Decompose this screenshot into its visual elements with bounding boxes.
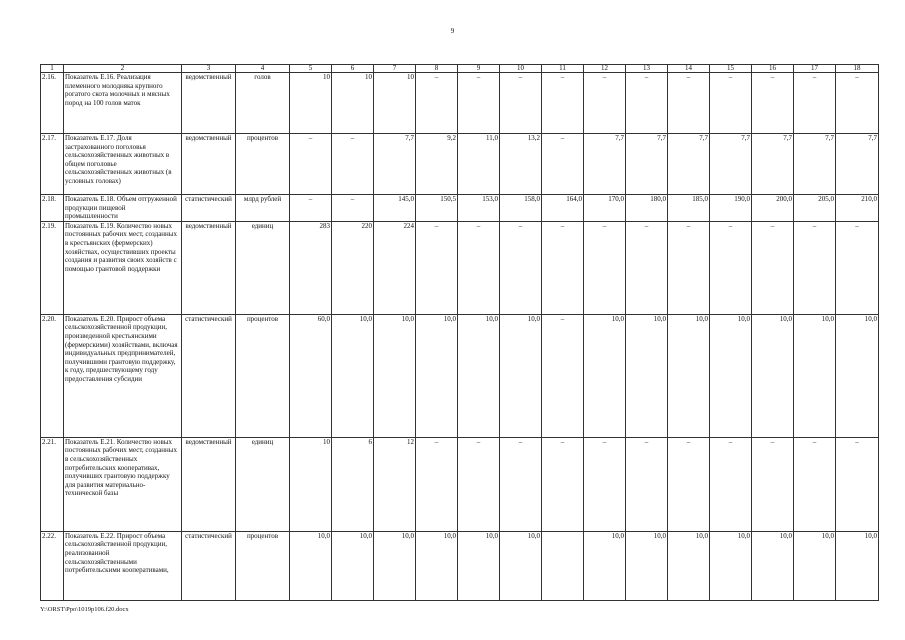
value-cell: 10,0 (374, 314, 416, 437)
value-cell (542, 531, 584, 600)
value-cell: – (542, 221, 584, 314)
column-number-cell: 6 (332, 65, 374, 73)
value-cell: 7,7 (668, 134, 710, 195)
row-number: 2.17. (41, 134, 64, 195)
value-cell: – (752, 73, 794, 134)
value-cell: – (500, 73, 542, 134)
data-source: статистический (182, 314, 236, 437)
column-number-cell: 1 (41, 65, 64, 73)
value-cell: 185,0 (668, 195, 710, 222)
value-cell: 283 (290, 221, 332, 314)
value-cell: 10,0 (416, 531, 458, 600)
value-cell: – (458, 221, 500, 314)
value-cell: – (794, 221, 836, 314)
column-number-cell: 15 (710, 65, 752, 73)
value-cell: 10,0 (584, 314, 626, 437)
row-number: 2.20. (41, 314, 64, 437)
value-cell: 10,0 (710, 531, 752, 600)
value-cell: 10,0 (458, 531, 500, 600)
value-cell: 13,2 (500, 134, 542, 195)
value-cell: – (416, 73, 458, 134)
value-cell: 7,7 (794, 134, 836, 195)
column-number-cell: 2 (64, 65, 182, 73)
column-number-cell: 10 (500, 65, 542, 73)
value-cell: – (458, 73, 500, 134)
page-number: 9 (450, 27, 455, 35)
table-row (41, 221, 879, 314)
table-row (41, 314, 879, 437)
row-number: 2.22. (41, 531, 64, 600)
row-number: 2.18. (41, 195, 64, 222)
data-source: статистический (182, 531, 236, 600)
value-cell: 164,0 (542, 195, 584, 222)
value-cell: 10,0 (794, 531, 836, 600)
column-number-cell: 13 (626, 65, 668, 73)
data-source: статистический (182, 195, 236, 222)
value-cell: – (500, 437, 542, 531)
value-cell: – (542, 134, 584, 195)
column-number-cell: 4 (236, 65, 290, 73)
value-cell: – (332, 195, 374, 222)
value-cell: – (584, 221, 626, 314)
value-cell: – (458, 437, 500, 531)
value-cell: – (416, 437, 458, 531)
indicator-name: Показатель Е.22. Прирост объема сельскохозяйственной продукции, реализованной сельскохозяйственными потребительскими кооперативами, (64, 531, 182, 600)
value-cell: 11,0 (458, 134, 500, 195)
value-cell: 10,0 (626, 531, 668, 600)
indicator-name: Показатель Е.16. Реализация племенного молодняка крупного рогатого скота молочных и мясных пород на 100 голов маток (64, 73, 182, 134)
value-cell: 145,0 (374, 195, 416, 222)
value-cell: 10,0 (500, 314, 542, 437)
value-cell: 7,7 (626, 134, 668, 195)
value-cell: 7,7 (584, 134, 626, 195)
value-cell: – (836, 437, 879, 531)
indicators-table (40, 64, 879, 601)
unit-of-measure: млрд рублей (236, 195, 290, 222)
value-cell: 180,0 (626, 195, 668, 222)
data-source: ведомственный (182, 134, 236, 195)
value-cell: 205,0 (794, 195, 836, 222)
indicator-name: Показатель Е.20. Прирост объема сельскохозяйственной продукции, произведенной крестьянскими (фермерскими) хозяйствами, включая индивидуальных предпринимателей, получившими грантовую поддержку, к году, предшествующему году предоставления субсидии (64, 314, 182, 437)
unit-of-measure: процентов (236, 531, 290, 600)
column-number-cell: 7 (374, 65, 416, 73)
value-cell: 10 (290, 437, 332, 531)
value-cell: – (836, 221, 879, 314)
value-cell: 200,0 (752, 195, 794, 222)
table-row (41, 73, 879, 134)
value-cell: 10,0 (794, 314, 836, 437)
value-cell: 60,0 (290, 314, 332, 437)
value-cell: – (542, 73, 584, 134)
value-cell: – (626, 73, 668, 134)
column-number-cell: 18 (836, 65, 879, 73)
column-number-cell: 5 (290, 65, 332, 73)
column-number-cell: 3 (182, 65, 236, 73)
value-cell: – (668, 221, 710, 314)
data-source: ведомственный (182, 73, 236, 134)
value-cell: 10,0 (500, 531, 542, 600)
value-cell: – (836, 73, 879, 134)
value-cell: 7,7 (374, 134, 416, 195)
value-cell: 10,0 (668, 314, 710, 437)
data-source: ведомственный (182, 221, 236, 314)
indicator-name: Показатель Е.17. Доля застрахованного поголовья сельскохозяйственных животных в общем поголовье сельскохозяйственных животных (в условных головах) (64, 134, 182, 195)
value-cell: 10,0 (710, 314, 752, 437)
value-cell: 224 (374, 221, 416, 314)
value-cell: 6 (332, 437, 374, 531)
value-cell: 7,7 (710, 134, 752, 195)
value-cell: 10 (290, 73, 332, 134)
value-cell: 10,0 (668, 531, 710, 600)
data-source: ведомственный (182, 437, 236, 531)
value-cell: – (290, 134, 332, 195)
value-cell: – (710, 437, 752, 531)
column-number-cell: 14 (668, 65, 710, 73)
indicator-name: Показатель Е.21. Количество новых постоянных рабочих мест, созданных в сельскохозяйственных потребительских кооперативах, получивших грантовую поддержку для развития материально-технической базы (64, 437, 182, 531)
value-cell: 190,0 (710, 195, 752, 222)
column-number-cell: 11 (542, 65, 584, 73)
column-number-row (41, 65, 879, 73)
column-number-cell: 12 (584, 65, 626, 73)
table-row (41, 134, 879, 195)
value-cell: – (626, 437, 668, 531)
file-path-footer: Y:\ORST\Ppo\1019p106.f20.docx (40, 606, 129, 613)
unit-of-measure: голов (236, 73, 290, 134)
value-cell: 10,0 (290, 531, 332, 600)
table-row (41, 195, 879, 222)
value-cell: – (794, 437, 836, 531)
column-number-cell: 17 (794, 65, 836, 73)
table-row (41, 437, 879, 531)
value-cell: – (290, 195, 332, 222)
unit-of-measure: единиц (236, 437, 290, 531)
value-cell: 10,0 (836, 531, 879, 600)
value-cell: – (752, 437, 794, 531)
value-cell: – (500, 221, 542, 314)
value-cell: – (542, 314, 584, 437)
value-cell: – (584, 73, 626, 134)
value-cell: – (332, 134, 374, 195)
indicator-name: Показатель Е.19. Количество новых постоянных рабочих мест, созданных в крестьянских (фермерских) хозяйствах, осуществивших проекты создания и развития своих хозяйств с помощью грантовой поддержки (64, 221, 182, 314)
row-number: 2.16. (41, 73, 64, 134)
value-cell: 10,0 (836, 314, 879, 437)
value-cell: – (794, 73, 836, 134)
value-cell: – (542, 437, 584, 531)
value-cell: 10,0 (332, 531, 374, 600)
value-cell: 10,0 (752, 314, 794, 437)
row-number: 2.19. (41, 221, 64, 314)
value-cell: 158,0 (500, 195, 542, 222)
value-cell: 170,0 (584, 195, 626, 222)
value-cell: 12 (374, 437, 416, 531)
value-cell: – (626, 221, 668, 314)
value-cell: – (668, 73, 710, 134)
value-cell: – (584, 437, 626, 531)
table-row (41, 531, 879, 600)
value-cell: – (668, 437, 710, 531)
value-cell: 10,0 (416, 314, 458, 437)
value-cell: 10,0 (584, 531, 626, 600)
value-cell: 9,2 (416, 134, 458, 195)
value-cell: – (710, 221, 752, 314)
value-cell: 220 (332, 221, 374, 314)
value-cell: 10,0 (374, 531, 416, 600)
value-cell: 7,7 (836, 134, 879, 195)
value-cell: 10,0 (332, 314, 374, 437)
column-number-cell: 9 (458, 65, 500, 73)
unit-of-measure: процентов (236, 314, 290, 437)
row-number: 2.21. (41, 437, 64, 531)
value-cell: – (752, 221, 794, 314)
unit-of-measure: процентов (236, 134, 290, 195)
column-number-cell: 8 (416, 65, 458, 73)
value-cell: 10 (332, 73, 374, 134)
value-cell: 153,0 (458, 195, 500, 222)
value-cell: 210,0 (836, 195, 879, 222)
unit-of-measure: единиц (236, 221, 290, 314)
value-cell: 10 (374, 73, 416, 134)
value-cell: 10,0 (752, 531, 794, 600)
value-cell: 7,7 (752, 134, 794, 195)
value-cell: – (710, 73, 752, 134)
value-cell: 10,0 (626, 314, 668, 437)
indicator-name: Показатель Е.18. Объем отгруженной продукции пищевой промышленности (64, 195, 182, 222)
value-cell: – (416, 221, 458, 314)
value-cell: 10,0 (458, 314, 500, 437)
column-number-cell: 16 (752, 65, 794, 73)
value-cell: 150,5 (416, 195, 458, 222)
